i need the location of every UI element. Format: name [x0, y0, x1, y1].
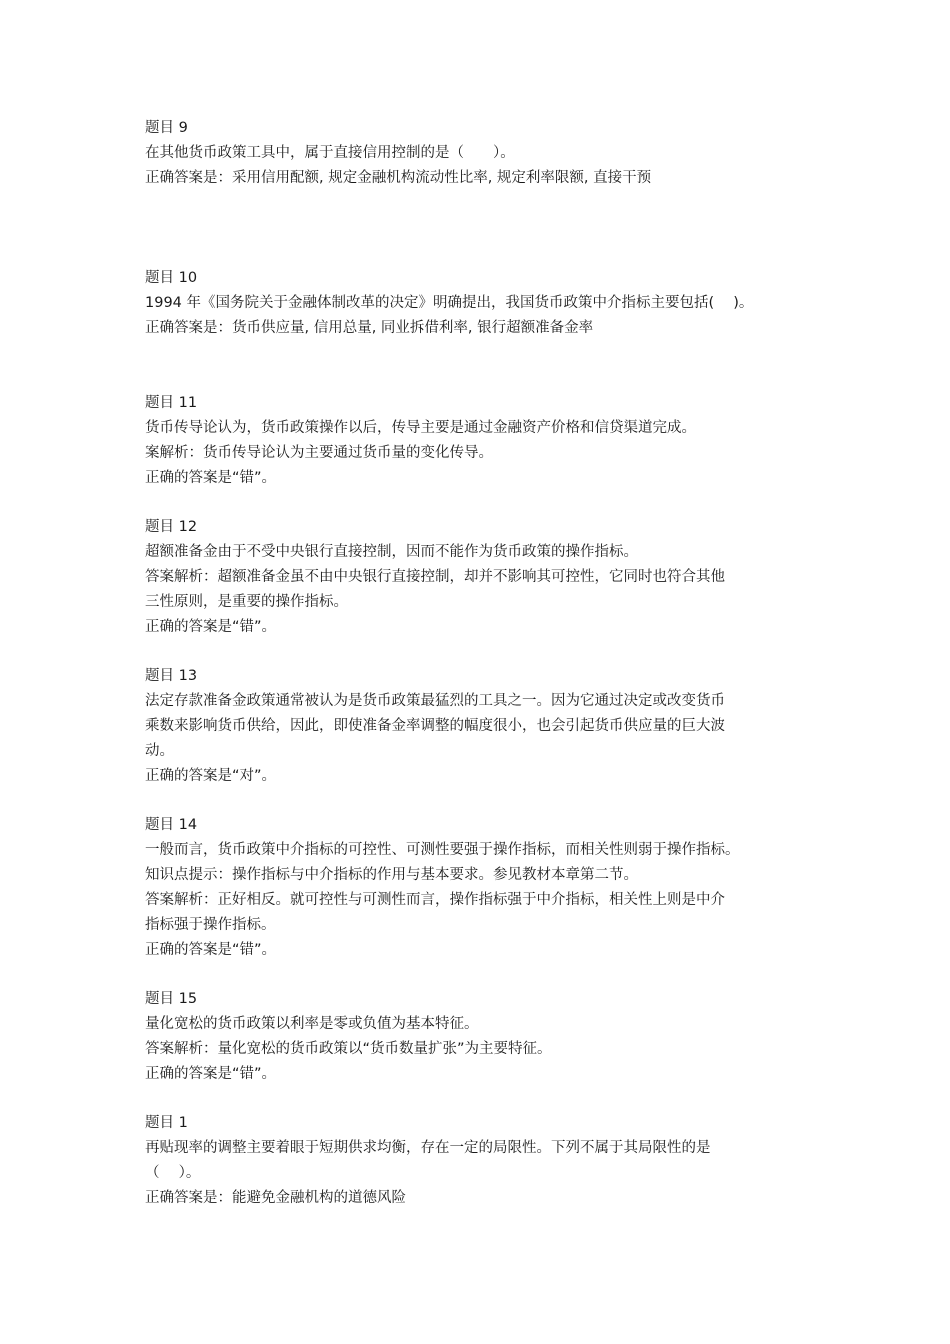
- explanation-text: 答案解析：正好相反。就可控性与可测性而言，操作指标强于中介指标，相关性上则是中介: [145, 892, 725, 908]
- answer-text: 正确的答案是“错”。: [145, 619, 277, 635]
- explanation-text: 案解析：货币传导论认为主要通过货币量的变化传导。: [145, 445, 493, 461]
- question-title: 题目 12: [145, 519, 198, 535]
- explanation-text: 答案解析：量化宽松的货币政策以“货币数量扩张”为主要特征。: [145, 1041, 552, 1057]
- question-text-cont: （ ）。: [145, 1165, 201, 1181]
- question-title: 题目 10: [145, 270, 198, 286]
- question-text-cont: 乘数来影响货币供给，因此，即使准备金率调整的幅度很小，也会引起货币供应量的巨大波: [145, 718, 725, 734]
- question-title: 题目 13: [145, 668, 198, 684]
- question-title: 题目 11: [145, 395, 198, 411]
- hint-text: 知识点提示：操作指标与中介指标的作用与基本要求。参见教材本章第二节。: [145, 867, 638, 883]
- answer-text: 正确答案是：能避免金融机构的道德风险: [145, 1190, 406, 1206]
- question-title: 题目 15: [145, 991, 198, 1007]
- question-text-cont: 动。: [145, 743, 174, 759]
- answer-text: 正确的答案是“错”。: [145, 942, 277, 958]
- explanation-text-cont: 指标强于操作指标。: [145, 917, 276, 933]
- explanation-text-cont: 三性原则，是重要的操作指标。: [145, 594, 348, 610]
- question-text: 1994 年《国务院关于金融体制改革的决定》明确提出，我国货币政策中介指标主要包括( )。: [145, 295, 754, 311]
- answer-text: 正确的答案是“对”。: [145, 768, 277, 784]
- question-title: 题目 14: [145, 817, 198, 833]
- answer-text: 正确答案是：采用信用配额, 规定金融机构流动性比率, 规定利率限额, 直接干预: [145, 170, 652, 186]
- explanation-text: 答案解析：超额准备金虽不由中央银行直接控制，却并不影响其可控性，它同时也符合其他: [145, 569, 725, 585]
- question-title: 题目 9: [145, 120, 188, 136]
- question-text: 超额准备金由于不受中央银行直接控制，因而不能作为货币政策的操作指标。: [145, 544, 638, 560]
- answer-text: 正确的答案是“错”。: [145, 1066, 277, 1082]
- answer-text: 正确答案是：货币供应量, 信用总量, 同业拆借利率, 银行超额准备金率: [145, 320, 594, 336]
- question-text: 在其他货币政策工具中，属于直接信用控制的是（ ）。: [145, 145, 515, 161]
- question-title: 题目 1: [145, 1115, 188, 1131]
- question-text: 货币传导论认为，货币政策操作以后，传导主要是通过金融资产价格和信贷渠道完成。: [145, 420, 696, 436]
- question-text: 再贴现率的调整主要着眼于短期供求均衡，存在一定的局限性。下列不属于其局限性的是: [145, 1140, 711, 1156]
- question-text: 法定存款准备金政策通常被认为是货币政策最猛烈的工具之一。因为它通过决定或改变货币: [145, 693, 725, 709]
- answer-text: 正确的答案是“错”。: [145, 470, 277, 486]
- question-text: 一般而言，货币政策中介指标的可控性、可测性要强于操作指标，而相关性则弱于操作指标。: [145, 842, 740, 858]
- question-text: 量化宽松的货币政策以利率是零或负值为基本特征。: [145, 1016, 479, 1032]
